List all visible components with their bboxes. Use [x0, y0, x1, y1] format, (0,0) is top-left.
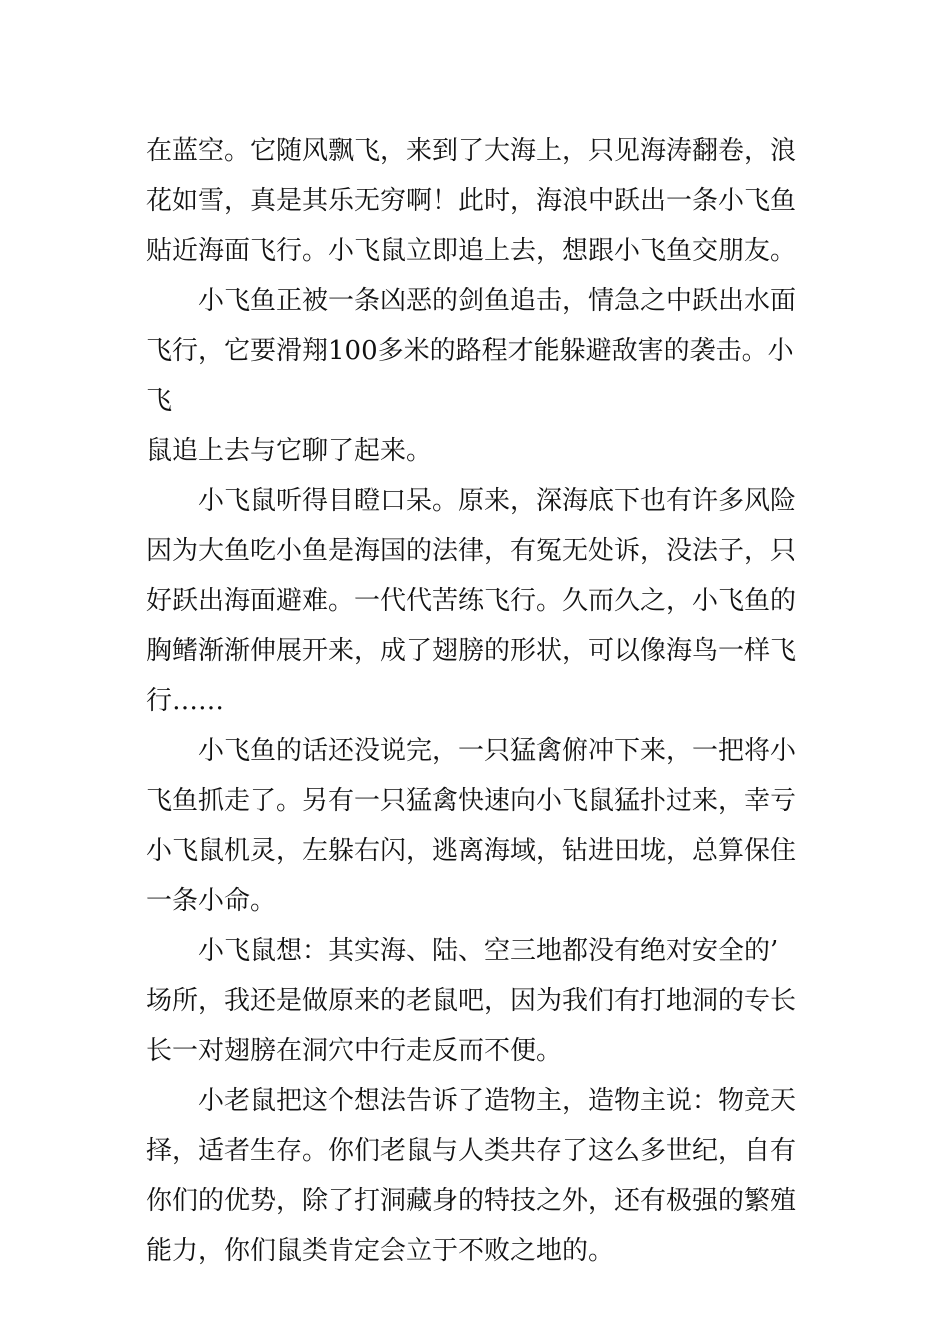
- paragraph-1: 在蓝空。它随风飘飞，来到了大海上，只见海涛翻卷，浪 花如雪，真是其乐无穷啊！此时，海浪中跃出一条小飞鱼 贴近海面飞行。小飞鼠立即追上去，想跟小飞鱼交朋友。: [146, 136, 797, 266]
- paragraph-6: 小老鼠把这个想法告诉了造物主，造物主说：物竞天 择，适者生存。你们老鼠与人类共存了这么多世纪，自有 你们的优势，除了打洞藏身的特技之外，还有极强的繁殖 能力，你们鼠类肯定会立于不败之地的。: [146, 1086, 797, 1266]
- paragraph-4: 小飞鱼的话还没说完，一只猛禽俯冲下来，一把将小 飞鱼抓走了。另有一只猛禽快速向小飞鼠猛扑过来，幸亏 小飞鼠机灵，左躲右闪，逃离海域，钻进田垅，总算保住 一条小命。: [146, 736, 797, 916]
- paragraph-2: 小飞鱼正被一条凶恶的剑鱼追击，情急之中跃出水面 飞行，它要滑翔100多米的路程才能躲避敌害的袭击。小飞 鼠追上去与它聊了起来。: [146, 286, 797, 466]
- paragraph-3: 小飞鼠听得目瞪口呆。原来，深海底下也有许多风险 因为大鱼吃小鱼是海国的法律，有冤无处诉，没法子，只 好跃出海面避难。一代代苦练飞行。久而久之，小飞鱼的 胸鳍渐渐伸展开来，成了翅膀的形状，可以像海鸟一样飞 行……: [146, 486, 797, 716]
- body-text: [146, 126, 816, 1276]
- paragraph-5: 小飞鼠想：其实海、陆、空三地都没有绝对安全的’ 场所，我还是做原来的老鼠吧，因为我们有打地洞的专长 长一对翅膀在洞穴中行走反而不便。: [146, 936, 797, 1066]
